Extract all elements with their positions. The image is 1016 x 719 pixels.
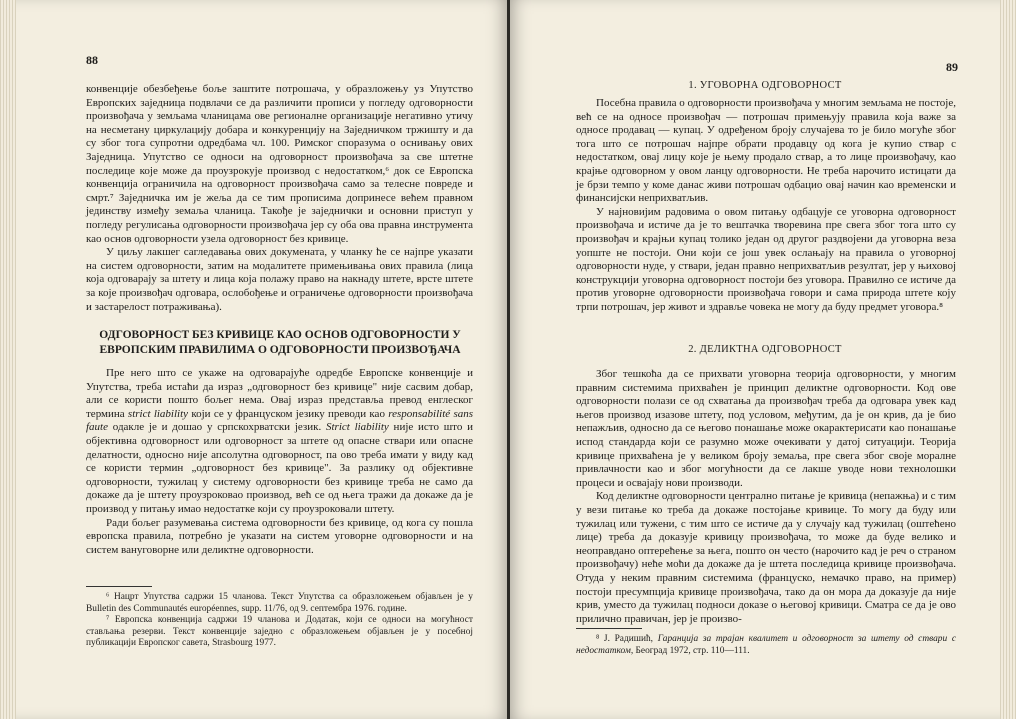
footnote-8: ⁸ Ј. Радишић, Гаранција за трајан квалитет и одговорност за штету од ствари с недостатком, Београд 1972, стр. 110—111. bbox=[576, 634, 956, 656]
paragraph: У циљу лакшег сагледавања ових докумената, у чланку ће се најпре указати на систем одговорности, затим на модалитете примењивања ових правила (лица која одговарају за штету и лица која полажу право на накнаду штете, врсте штете за које произвођач одговара, ослобођење и ограничење одговорности произвођача и застарелост потраживања). bbox=[86, 246, 473, 313]
body-text-top bbox=[576, 97, 956, 315]
left-page bbox=[0, 0, 507, 719]
footnotes bbox=[86, 592, 473, 650]
section-title: 2. ДЕЛИКТНА ОДГОВОРНОСТ bbox=[688, 344, 842, 355]
body-text-bottom bbox=[576, 368, 956, 626]
footnote-rule bbox=[86, 586, 152, 587]
section-heading: ОДГОВОРНОСТ БЕЗ КРИВИЦЕ КАО ОСНОВ ОДГОВОРНОСТИ У ЕВРОПСКИМ ПРАВИЛИМА О ОДГОВОРНОСТИ ПРОИЗВОЂАЧА bbox=[99, 329, 461, 356]
footnotes bbox=[576, 634, 956, 657]
body-text-top bbox=[86, 83, 473, 314]
body-text-bottom bbox=[86, 367, 473, 557]
paragraph: конвенције обезбеђење боље заштите потрошача, у образложењу уз Упутство Европских заједница подвлачи се да различити прописи у погледу одговорности произвођача у земљама чланицама ове регионалне организације негативно утичу на несметану циркулацију добара и конкуренцију на Заједничком тржишту и да су због тога супротни одредбама чл. 100. Римског споразума о оснивању ових Заједница. Упутство се односи на одговорност произвођача за све штетне последице које може да проузрокује производ с недостатком,⁶ док се Европска конвенција ограничила на одговорност произвођача само за телесне повреде и смрт.⁷ Заједничка им је жеља да се тим прописима допринесе већем правном јединству између земаља чланица. Такође је заједнички и основни приступ у погледу регулисања одговорности произвођача јер су оба ова правна инструмента као основ одговорности узела одговорност без кривице. bbox=[86, 83, 473, 245]
section-title: 1. УГОВОРНА ОДГОВОРНОСТ bbox=[688, 80, 842, 91]
paragraph: У најновијим радовима о овом питању одбацује се уговорна одговорност произвођача и истиче да је то вештачка творевина пре свега због тога што су произвођач и крајњи купац толико један од другог раздвојени да уговорна веза уопште не постоји. Они који се још увек ослањају на правила о уговорној одговорности нуде, у ствари, један правно неприхватљив резултат, јер у њиховој конструкцији уговорна одговорност постоји без уговора. Правилно се истиче да против уговорне одговорности произвођача говори и сама природа штете коју трпи потрошач, јер живот и здравље човека не могу да буду предмет уговора.⁸ bbox=[576, 205, 956, 313]
right-page bbox=[510, 0, 1016, 719]
page-edges bbox=[1000, 0, 1016, 719]
footnote-rule bbox=[576, 628, 642, 629]
footnote-7: ⁷ Европска конвенција садржи 19 чланова и Додатак, који се односи на могућност стављања резерви. Текст конвенције заједно с образложењем објављен је у посебној публикацији Европског савета, Strasbourg 1977. bbox=[86, 615, 473, 649]
page-number: 88 bbox=[86, 53, 98, 67]
paragraph: Пре него што се укаже на одговарајуће одредбе Европске конвенције и Упутства, треба истаћи да израз „одговорност без кривице" није сасвим добар, али се користи пошто бољег нема. Овај израз представља превод енглеског термина strict liability који се у француском језику преводи као responsabilité sans faute одакле је и дошао у српскохрватски језик. Strict liability није исто што и објективна одговорност или одговорност за штете од опасне ствари или опасне делатности, односно није апсолутна одговорност, па ово треба имати у виду кад се користи термин „одговорност без кривице". За разлику од објективне одговорности, тужилац у систему одговорности без кривице треба не само да докаже да је штету проузроковао производ, већ се од њега тражи да докаже да је производ у питању имао недостатке који су проузроковали штету. bbox=[86, 367, 473, 515]
paragraph: Код деликтне одговорности централно питање је кривица (непажња) и с тим у вези питање ко треба да докаже постојање кривице. То могу да буду или тужилац или тужени, с тим што се истиче да у случају кад тужилац (оштећено лице) треба да доказује кривицу произвођача, то може да буде велико и неоправдано оптерећење за њега, пошто он често (нарочито кад је реч о страном произвођачу) неће моћи да докаже да је штета последица кривице произвођача. Отуда у неким правним системима (француско, немачко право, на пример) постоји пресумпција кривице произвођача, тако да он мора да доказује да није крив, уместо да тужилац подноси доказе о његовој кривици. Сматра се да је ово прилично правичан, јер је произво- bbox=[576, 490, 956, 625]
paragraph: Због тешкоћа да се прихвати уговорна теорија одговорности, у многим правним системима прихваћен је принцип деликтне одговорности. Код ове одговорности полази се од схватања да произвођач треба да одговара увек кад његов производ изазове штету, под условом, међутим, да је он крив, да је био непажљив, односно да се његово понашање може окарактерисати као понашање испод стандарда који се разумно може очекивати у датој ситуацији. Теорија кривице прихваћена је у великом броју земаља, пре свега због своје моралне привлачности као и због могућности да се лакше уводе нови технолошки процеси и осваjају нови производи. bbox=[576, 368, 956, 489]
page-number: 89 bbox=[946, 60, 958, 74]
footnote-6: ⁶ Нацрт Упутства садржи 15 чланова. Текст Упутства са образложењем објављен је у Bulletin des Communautés européennes, supp. 11/76, од 9. септембра 1976. године. bbox=[86, 592, 473, 614]
paragraph: Посебна правила о одговорности произвођача у многим земљама не постоје, већ се на односе произвођач — потрошач примењују правила која важе за односе продавац — купац. У одређеном броју случајева то је било могуће због тога што се потрошач најпре обрати продавцу од кога је купио ствар с недостатком, овај лицу које је њему продало ствар, а то лице произвођачу, као крајње одговорном у овом ланцу одговорности. Не треба нарочито истицати да је брзи темпо у коме данас живи потрошач одбацио овај начин као временски и финансијски неприхватљив. bbox=[576, 97, 956, 205]
paragraph: Ради бољег разумевања система одговорности без кривице, од кога су пошла европска правила, потребно је указати на систем уговорне одговорности и на систем вануговорне или деликтне одговорности. bbox=[86, 516, 473, 556]
page-edges bbox=[0, 0, 16, 719]
